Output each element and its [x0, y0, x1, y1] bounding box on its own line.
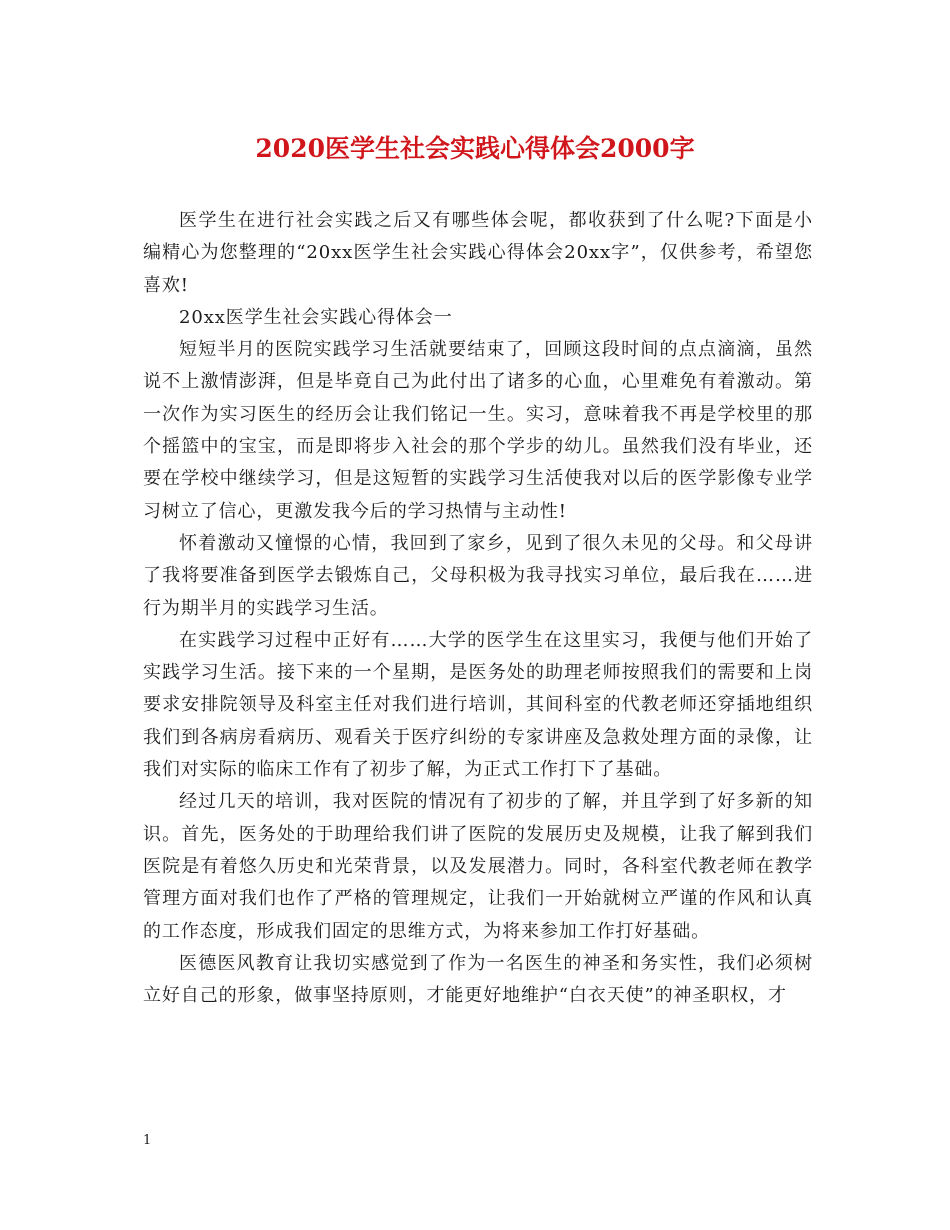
paragraph: 怀着激动又憧憬的心情，我回到了家乡，见到了很久未见的父母。和父母讲了我将要准备到医学去锻炼自己，父母积极为我寻找实习单位，最后我在……进行为期半月的实践学习生活。 [143, 532, 813, 619]
section-heading: 20xx医学生社会实践心得体会一 [179, 306, 453, 328]
document-title: 2020医学生社会实践心得体会2000字 [255, 134, 695, 163]
paragraph: 医德医风教育让我切实感觉到了作为一名医生的神圣和务实性，我们必须树立好自己的形象，做事坚持原则，才能更好地维护“白衣天使”的神圣职权，才 [143, 952, 813, 1007]
paragraph: 短短半月的医院实践学习生活就要结束了，回顾这段时间的点点滴滴，虽然说不上激情澎湃，但是毕竟自己为此付出了诸多的心血，心里难免有着激动。第一次作为实习医生的经历会让我们铭记一生。实习，意味着我不再是学校里的那个摇篮中的宝宝，而是即将步入社会的那个学步的幼儿。虽然我们没有毕业，还要在学校中继续学习，但是这短暂的实践学习生活使我对以后的医学影像专业学习树立了信心，更激发我今后的学习热情与主动性! [143, 339, 813, 522]
paragraph: 在实践学习过程中正好有……大学的医学生在这里实习，我便与他们开始了实践学习生活。接下来的一个星期，是医务处的助理老师按照我们的需要和上岗要求安排院领导及科室主任对我们进行培训，其间科室的代教老师还穿插地组织我们到各病房看病历、观看关于医疗纠纷的专家讲座及急救处理方面的录像，让我们对实际的临床工作有了初步了解，为正式工作打下了基础。 [143, 629, 813, 781]
paragraph: 经过几天的培训，我对医院的情况有了初步的了解，并且学到了好多新的知识。首先，医务处的于助理给我们讲了医院的发展历史及规模，让我了解到我们医院是有着悠久历史和光荣背景，以及发展潜力。同时，各科室代教老师在教学管理方面对我们也作了严格的管理规定，让我们一开始就树立严谨的作风和认真的工作态度，形成我们固定的思维方式，为将来参加工作打好基础。 [143, 791, 813, 942]
page-number: 1 [143, 1133, 152, 1148]
paragraph-intro: 医学生在进行社会实践之后又有哪些体会呢，都收获到了什么呢?下面是小编精心为您整理的“20xx医学生社会实践心得体会20xx字”，仅供参考，希望您喜欢! [143, 210, 813, 296]
document-body [143, 205, 813, 1012]
